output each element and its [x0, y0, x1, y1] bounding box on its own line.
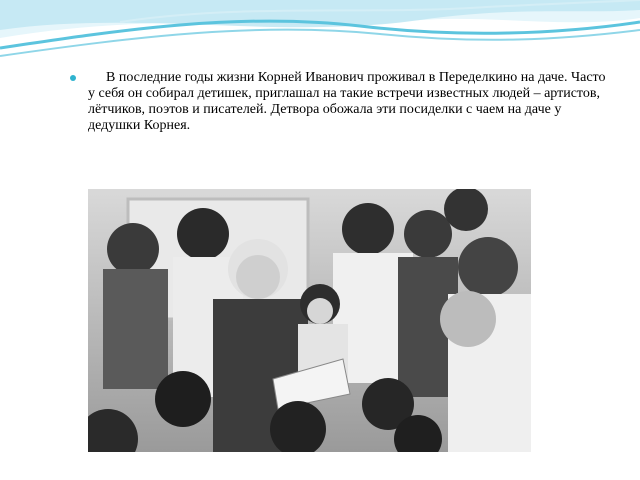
- group-photo: [88, 189, 531, 452]
- bullet-item: [70, 70, 615, 134]
- body-paragraph: В последние годы жизни Корней Иванович проживал в Переделкино на даче. Часто у себя он собирал детишек, приглашал на такие встречи известных людей – артистов, лётчиков, поэтов и писателей. Детвора обожала эти посиделки с чаем на даче у дедушки Корнея.: [88, 70, 606, 133]
- content-area: [70, 70, 615, 134]
- header-wave-decoration: [0, 0, 640, 72]
- bullet-icon: [70, 75, 76, 81]
- photo-illustration: [88, 189, 531, 452]
